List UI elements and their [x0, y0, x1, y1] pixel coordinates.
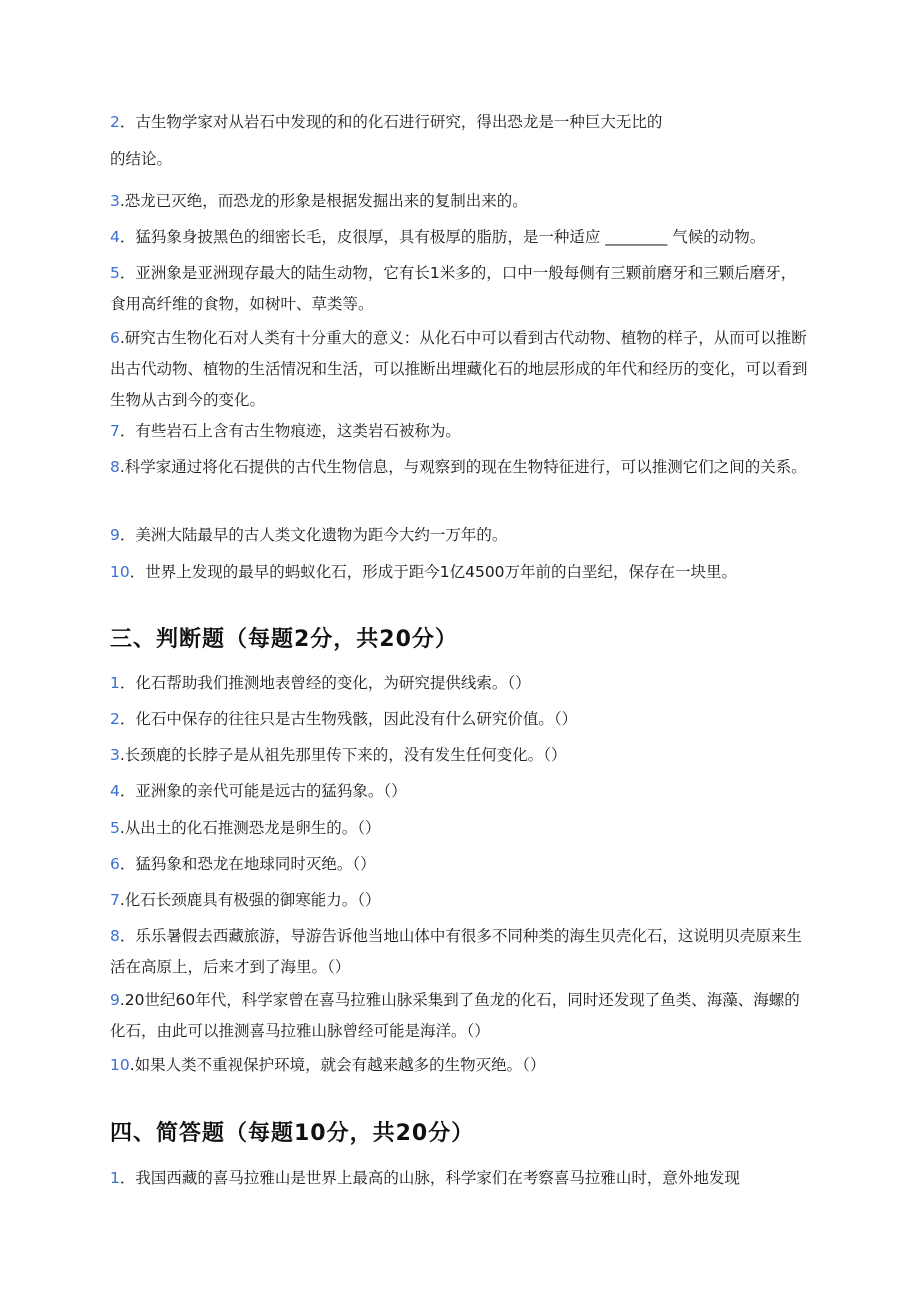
fill-question-7 — [110, 416, 810, 447]
question-text: ．化石中保存的往往只是古生物残骸，因此没有什么研究价值。（） — [119, 710, 578, 728]
judgment-question-2 — [110, 704, 810, 735]
question-text: ．亚洲象的亲代可能是远古的猛犸象。（） — [119, 782, 407, 800]
question-text: ．乐乐暑假去西藏旅游，导游告诉他当地山体中有很多不同种类的海生贝壳化石，这说明贝壳原来生活在高原上，后来才到了海里。（） — [110, 927, 802, 976]
question-text: .化石长颈鹿具有极强的御寒能力。（） — [119, 891, 381, 909]
question-text: .恐龙已灭绝，而恐龙的形象是根据发掘出来的复制出来的。 — [119, 192, 528, 210]
fill-question-3 — [110, 186, 810, 217]
question-number: 5 — [110, 819, 120, 837]
question-text: .从出土的化石推测恐龙是卵生的。（） — [119, 819, 381, 837]
judgment-question-10 — [110, 1050, 810, 1081]
question-text: .研究古生物化石对人类有十分重大的意义：从化石中可以看到古代动物、植物的样子，从而可以推断出古代动物、植物的生活情况和生活，可以推断出埋藏化石的地层形成的年代和经历的变化，可以看到生物从古到今的变化。 — [110, 329, 808, 409]
question-text: .长颈鹿的长脖子是从祖先那里传下来的，没有发生任何变化。（） — [119, 746, 567, 764]
question-number: 2 — [110, 113, 120, 131]
fill-question-4 — [110, 222, 810, 253]
question-text: ．我国西藏的喜马拉雅山是世界上最高的山脉，科学家们在考察喜马拉雅山时，意外地发现 — [119, 1169, 740, 1187]
question-number: 6 — [110, 855, 120, 873]
question-number: 8 — [110, 458, 120, 476]
judgment-question-3 — [110, 740, 810, 771]
fill-question-2 — [110, 107, 810, 175]
section-title-judgment: 三、判断题（每题2分，共20分） — [110, 627, 458, 652]
question-text: ．猛犸象身披黑色的细密长毛，皮很厚，具有极厚的脂肪，是一种适应 ________ 气候的动物。 — [119, 228, 766, 246]
judgment-question-8 — [110, 921, 810, 983]
question-number: 4 — [110, 228, 120, 246]
question-number: 7 — [110, 422, 120, 440]
judgment-question-7 — [110, 885, 810, 916]
question-number: 10 — [110, 563, 130, 581]
question-number: 9 — [110, 991, 120, 1009]
question-number: 8 — [110, 927, 120, 945]
question-number: 5 — [110, 264, 120, 282]
fill-question-5 — [110, 258, 810, 320]
question-number: 1 — [110, 1169, 120, 1187]
fill-question-10 — [110, 557, 810, 588]
judgment-question-1 — [110, 668, 810, 699]
judgment-question-5 — [110, 813, 810, 844]
fill-question-6 — [110, 323, 810, 416]
fill-question-9 — [110, 520, 810, 551]
question-number: 1 — [110, 674, 120, 692]
question-text: ．古生物学家对从岩石中发现的和的化石进行研究，得出恐龙是一种巨大无比的 — [119, 113, 663, 131]
question-number: 10 — [110, 1056, 130, 1074]
question-number: 9 — [110, 526, 120, 544]
judgment-question-4 — [110, 776, 810, 807]
section-title-short-answer: 四、简答题（每题10分，共20分） — [110, 1121, 475, 1146]
question-text: .如果人类不重视保护环境，就会有越来越多的生物灭绝。（） — [129, 1056, 546, 1074]
short-answer-question-1 — [110, 1163, 810, 1194]
question-text: ．化石帮助我们推测地表曾经的变化，为研究提供线索。（） — [119, 674, 531, 692]
judgment-question-6 — [110, 849, 810, 880]
question-text: ．美洲大陆最早的古人类文化遗物为距今大约一万年的。 — [119, 526, 508, 544]
question-text-continued: 的结论。 — [110, 150, 173, 168]
question-number: 7 — [110, 891, 120, 909]
question-number: 6 — [110, 329, 120, 347]
question-text: ．有些岩石上含有古生物痕迹，这类岩石被称为。 — [119, 422, 461, 440]
question-number: 4 — [110, 782, 120, 800]
question-number: 3 — [110, 746, 120, 764]
question-text: ．猛犸象和恐龙在地球同时灭绝。（） — [119, 855, 376, 873]
fill-question-8 — [110, 452, 810, 483]
question-number: 2 — [110, 710, 120, 728]
question-number: 3 — [110, 192, 120, 210]
question-text: .20世纪60年代，科学家曾在喜马拉雅山脉采集到了鱼龙的化石，同时还发现了鱼类、海藻、海螺的化石，由此可以推测喜马拉雅山脉曾经可能是海洋。（） — [110, 991, 800, 1040]
question-text: ．亚洲象是亚洲现存最大的陆生动物，它有长1米多的，口中一般每侧有三颗前磨牙和三颗后磨牙，食用高纤维的食物，如树叶、草类等。 — [110, 264, 797, 313]
question-text: ．世界上发现的最早的蚂蚁化石，形成于距今1亿4500万年前的白垩纪，保存在一块里。 — [129, 563, 738, 581]
judgment-question-9 — [110, 985, 810, 1047]
question-text: .科学家通过将化石提供的古代生物信息，与观察到的现在生物特征进行，可以推测它们之间的关系。 — [119, 458, 807, 476]
